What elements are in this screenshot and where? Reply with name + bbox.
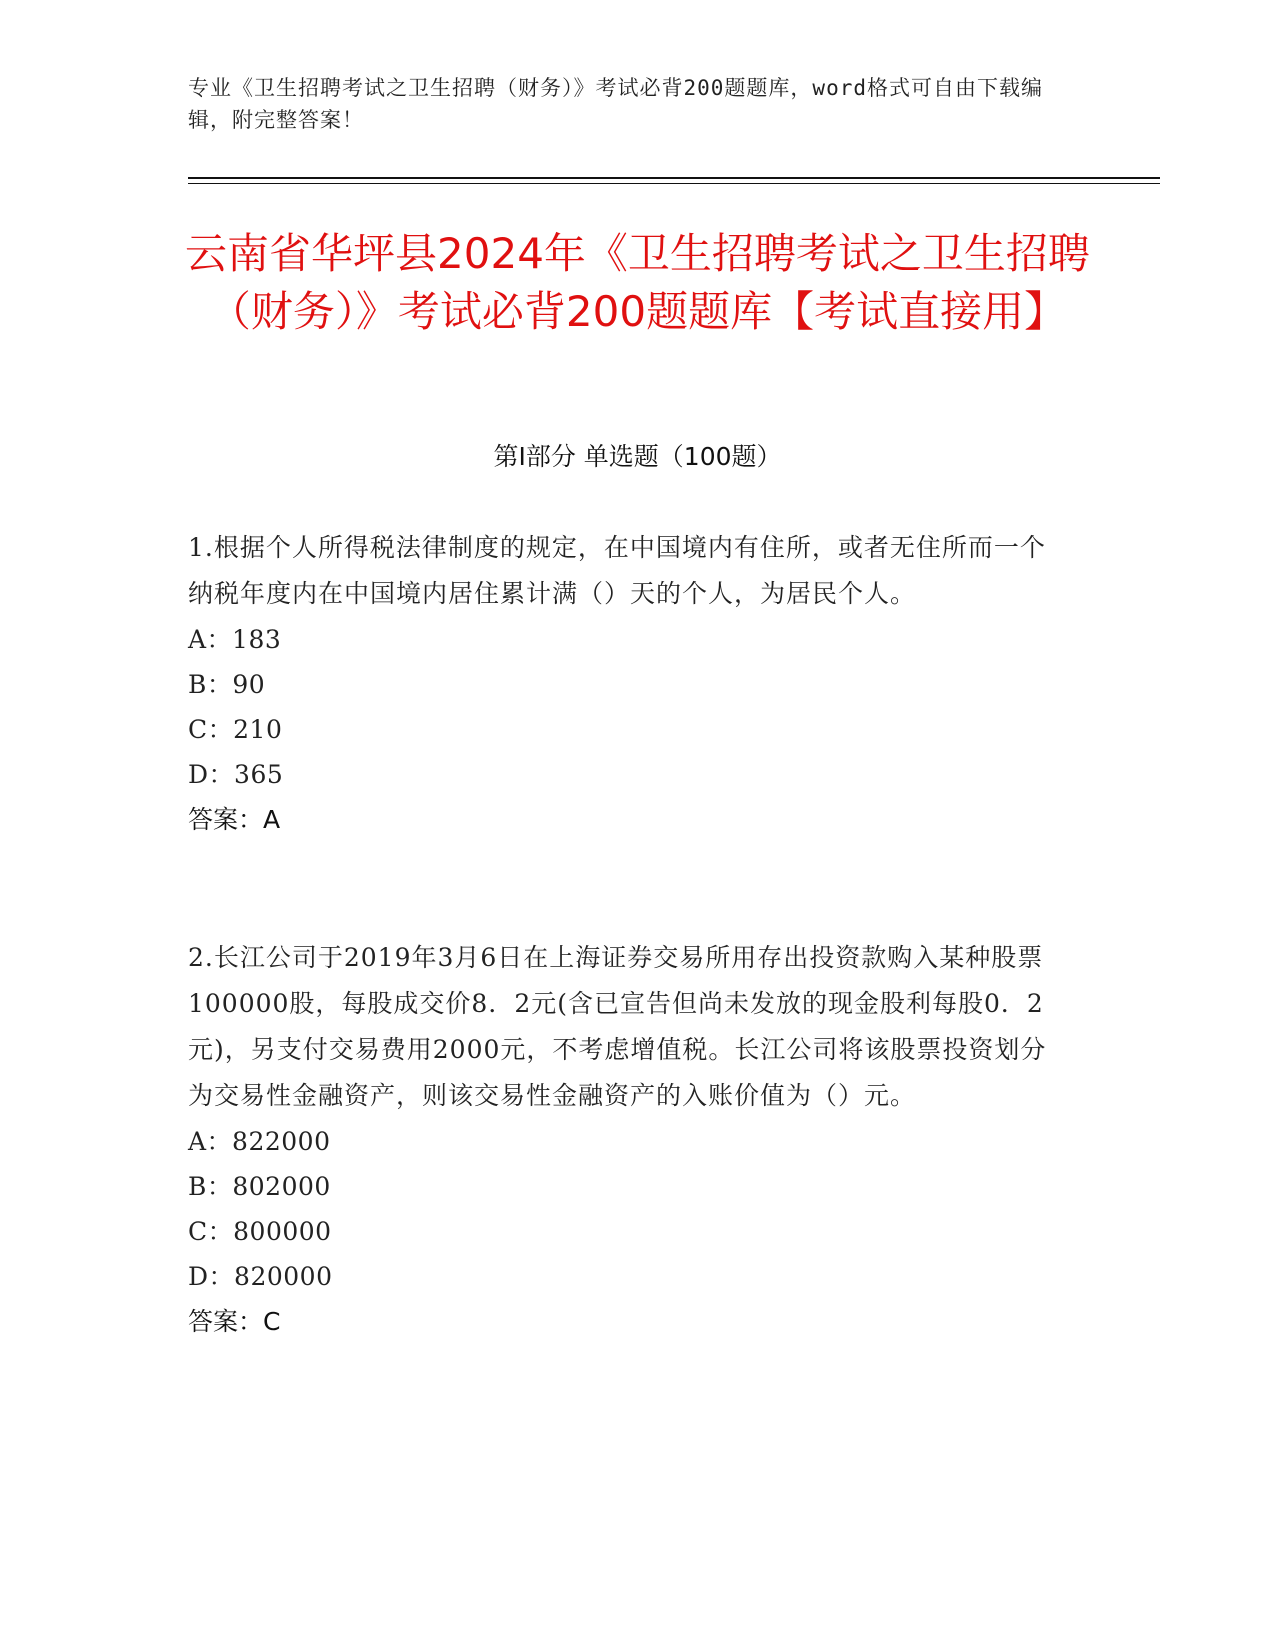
question-stem: 2.长江公司于2019年3月6日在上海证券交易所用存出投资款购入某种股票100000股，每股成交价8．2元(含已宣告但尚未发放的现金股利每股0．2元)，另支付交易费用2000元，不考虑增值税。长江公司将该股票投资划分为交易性金融资产，则该交易性金融资产的入账价值为（）元。 xyxy=(188,943,1047,1110)
answer-line: 答案：A xyxy=(188,805,281,834)
section-title: 第I部分 单选题（100题） xyxy=(493,442,782,471)
header-rule-thick xyxy=(188,177,1160,179)
option-a: A：822000 xyxy=(188,1127,331,1156)
header-rule-thin xyxy=(188,183,1160,184)
document-title: 云南省华坪县2024年《卫生招聘考试之卫生招聘（财务）》考试必背200题题库【考试直接用】 xyxy=(185,229,1090,336)
question-block xyxy=(188,525,1068,843)
question-block xyxy=(188,935,1068,1345)
option-a: A：183 xyxy=(188,625,282,654)
option-c: C：800000 xyxy=(188,1217,332,1246)
option-d: D：820000 xyxy=(188,1262,333,1291)
question-stem: 1.根据个人所得税法律制度的规定，在中国境内有住所，或者无住所而一个纳税年度内在中国境内居住累计满（）天的个人，为居民个人。 xyxy=(188,533,1046,608)
header-note: 专业《卫生招聘考试之卫生招聘（财务）》考试必背200题题库，word格式可自由下载编辑，附完整答案！ xyxy=(188,76,1043,132)
option-b: B：802000 xyxy=(188,1172,331,1201)
option-c: C：210 xyxy=(188,715,283,744)
answer-line: 答案：C xyxy=(188,1307,281,1336)
option-d: D：365 xyxy=(188,760,284,789)
option-b: B：90 xyxy=(188,670,266,699)
